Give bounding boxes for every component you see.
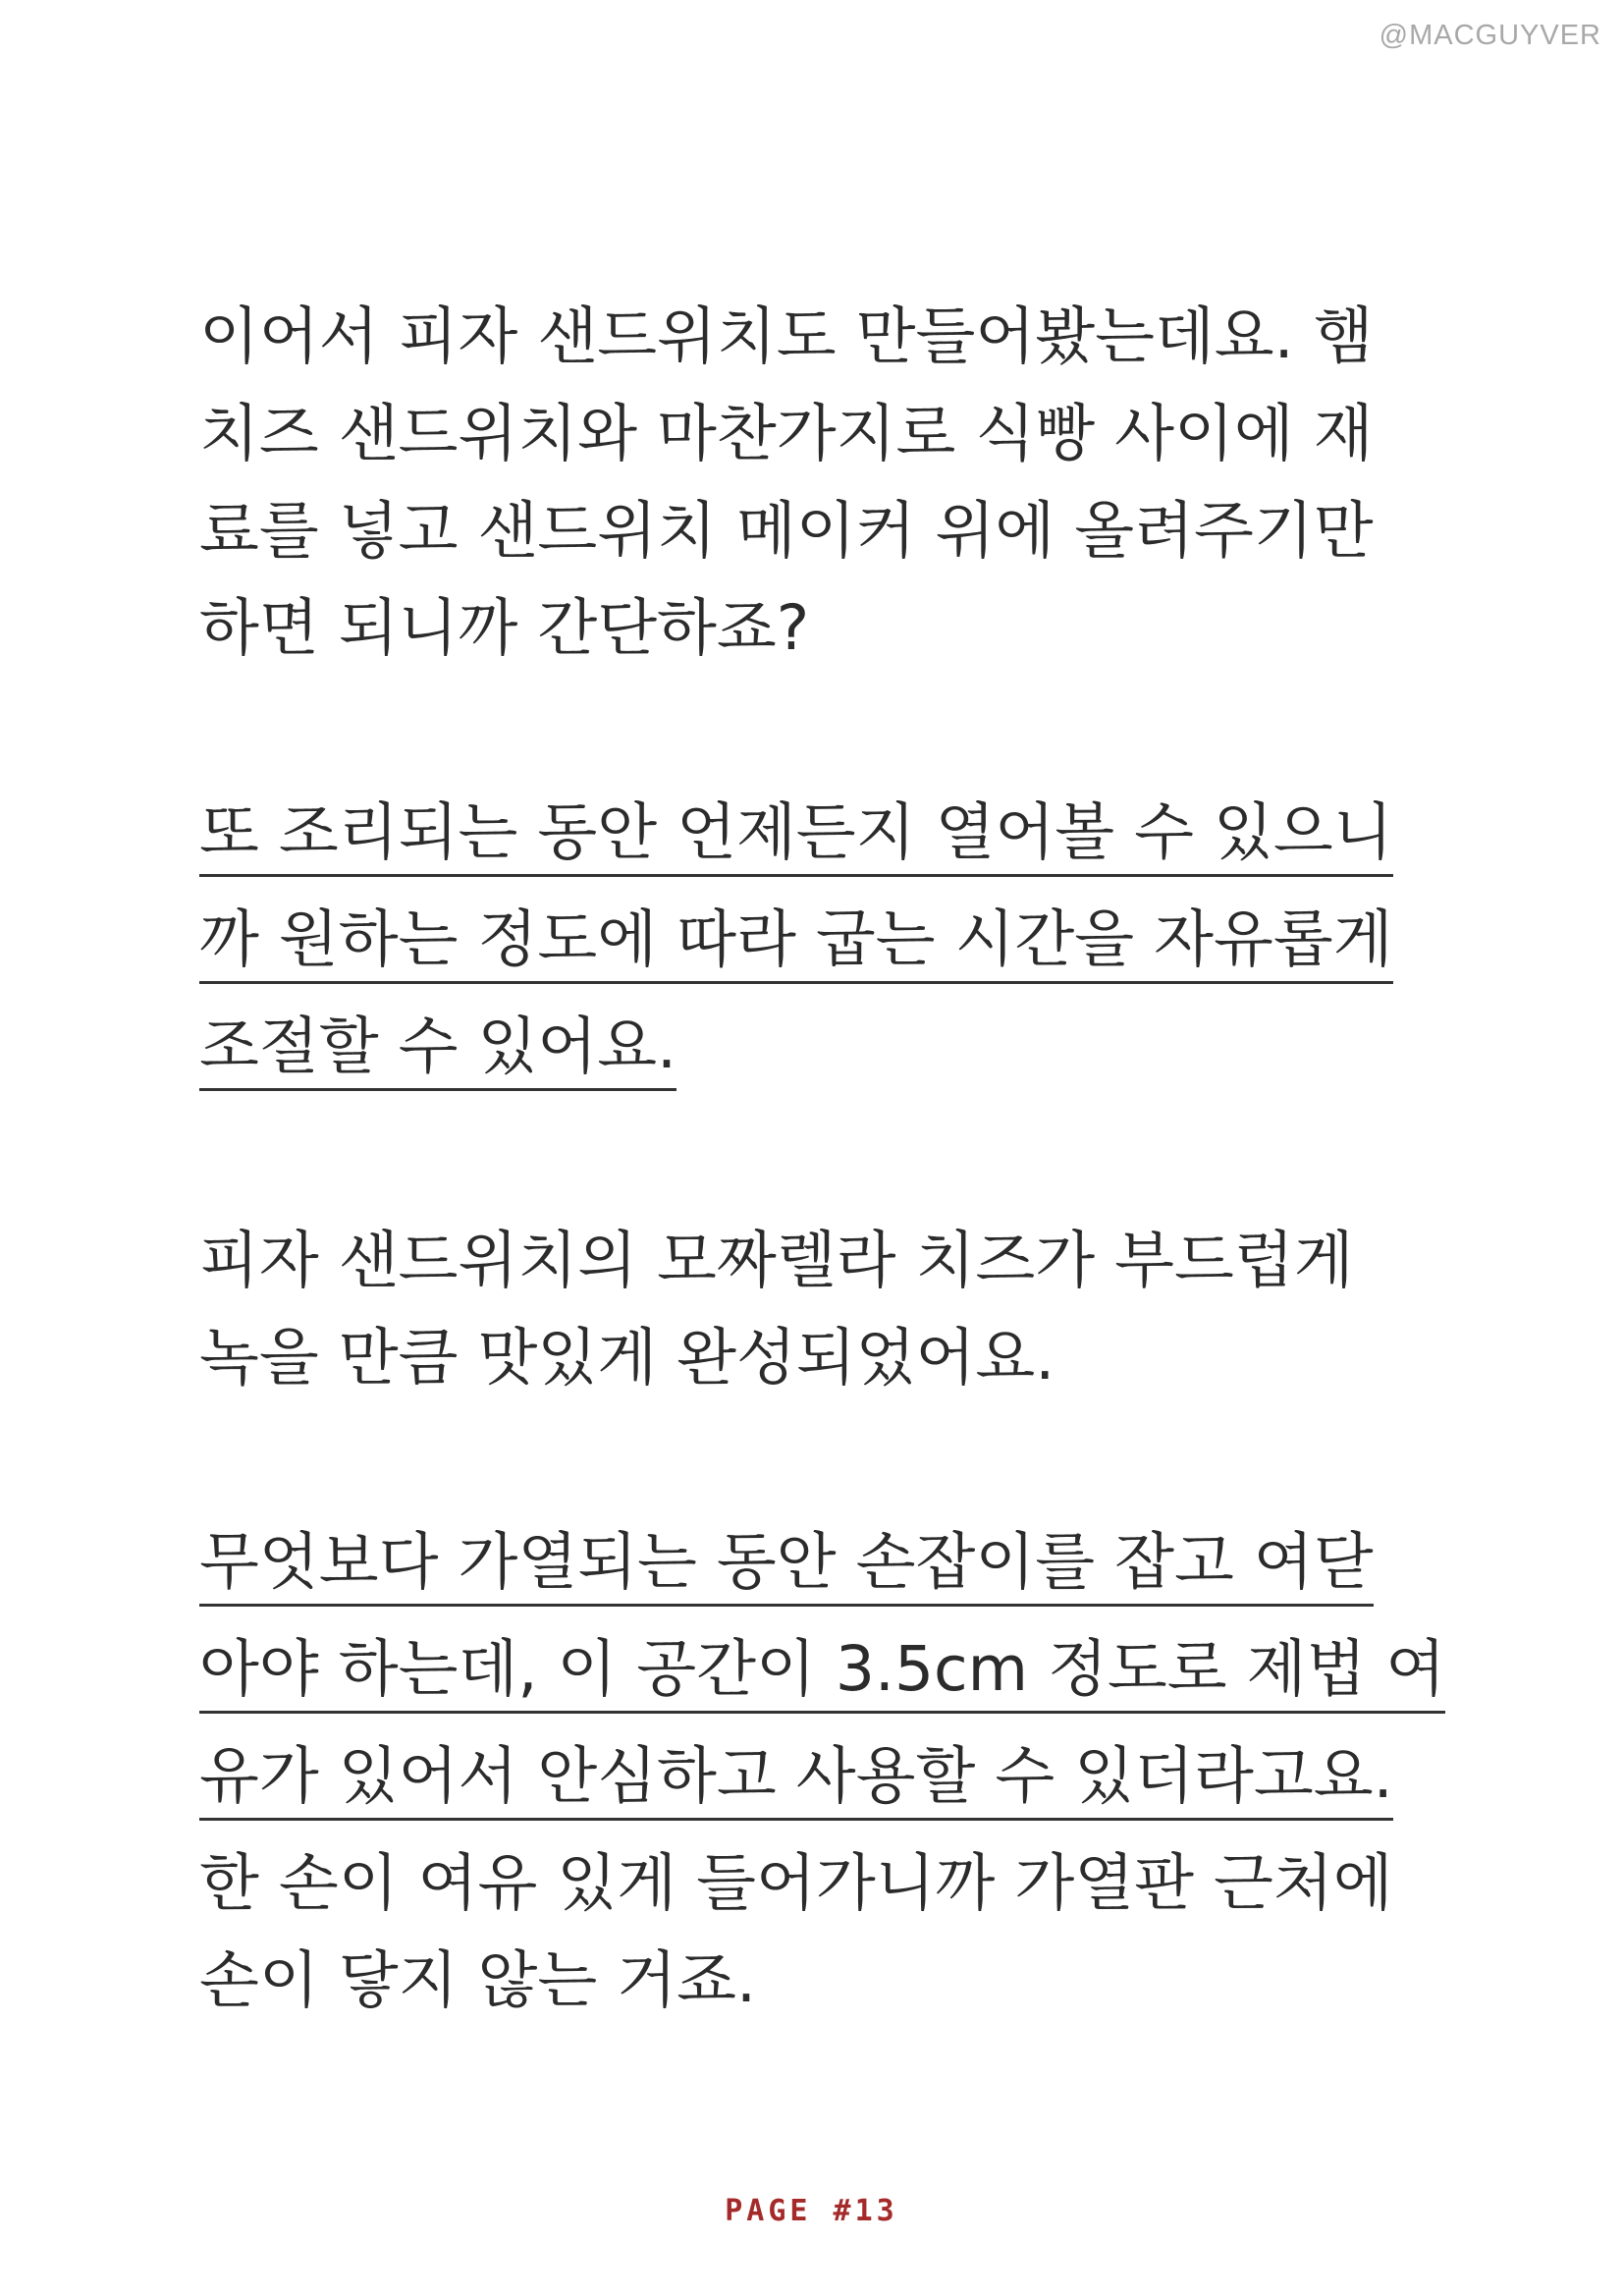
underlined-text: 유가 있어서 안심하고 사용할 수 있더라고요. — [199, 1737, 1393, 1821]
text-line: 치즈 샌드위치와 마찬가지로 식빵 사이에 재 — [199, 398, 1374, 469]
underlined-line — [199, 784, 1436, 891]
paragraph-2-highlighted — [199, 784, 1436, 1105]
underlined-text: 무엇보다 가열되는 동안 손잡이를 잡고 여닫 — [199, 1523, 1374, 1607]
text-line: 이어서 피자 샌드위치도 만들어봤는데요. 햄 — [199, 301, 1374, 372]
underlined-text: 까 원하는 정도에 따라 굽는 시간을 자유롭게 — [199, 901, 1393, 984]
underlined-line — [199, 1513, 1436, 1620]
text-line: 피자 샌드위치의 모짜렐라 치즈가 부드럽게 — [199, 1225, 1354, 1296]
text-line: 한 손이 여유 있게 들어가니까 가열판 근처에 — [199, 1847, 1393, 1919]
article-body — [199, 288, 1446, 2136]
underlined-text: 또 조리되는 동안 언제든지 열어볼 수 있으니 — [199, 793, 1393, 877]
underlined-text: 아야 하는데, 이 공간이 3.5cm 정도로 제법 여 — [199, 1630, 1445, 1714]
underlined-line — [199, 891, 1436, 998]
text-line: 하면 되니까 간단하죠? — [199, 592, 810, 664]
underlined-line — [199, 1727, 1436, 1834]
paragraph-4 — [199, 1513, 1446, 2029]
watermark: @MACGUYVER — [1379, 20, 1601, 51]
underlined-text: 조절할 수 있어요. — [199, 1008, 676, 1091]
underlined-line — [199, 1620, 1446, 1727]
underlined-block — [199, 1513, 1446, 1834]
paragraph-1 — [199, 288, 1436, 677]
text-line: 료를 넣고 샌드위치 메이커 위에 올려주기만 — [199, 495, 1374, 567]
page-number: PAGE #13 — [725, 2194, 898, 2228]
paragraph-3 — [199, 1212, 1436, 1406]
text-line: 손이 닿지 않는 거죠. — [199, 1944, 756, 2016]
underlined-line — [199, 998, 1436, 1105]
text-line: 녹을 만큼 맛있게 완성되었어요. — [199, 1322, 1055, 1394]
